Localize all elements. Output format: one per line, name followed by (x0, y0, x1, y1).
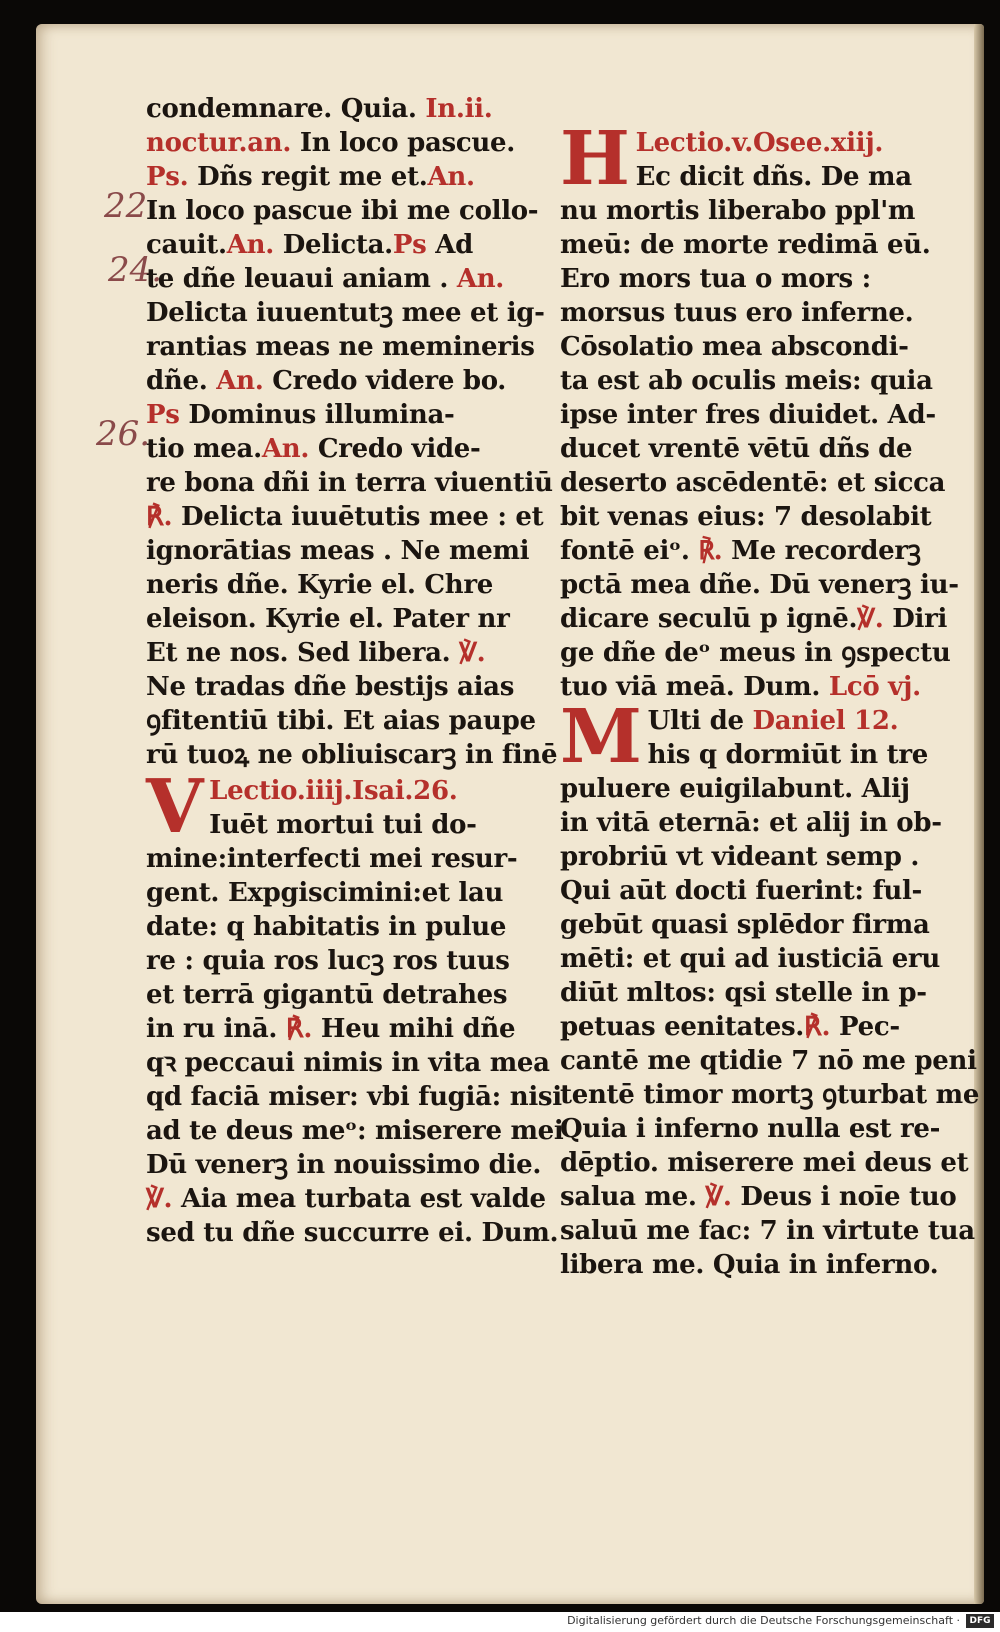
body-text: probriū vt videant semp . (560, 842, 920, 872)
text-line (560, 636, 960, 670)
body-text: ꝯfitentiū tibi. Et aias paupe (146, 706, 536, 736)
text-line (560, 1248, 960, 1282)
rubric-text: Daniel 12. (752, 706, 899, 736)
rubric-text: noctur.an. (146, 128, 292, 158)
text-line (146, 398, 551, 432)
body-text: ta est ab oculis meis: quia (560, 366, 933, 396)
text-line (560, 1010, 960, 1044)
rubric-text: ℟. (698, 536, 723, 566)
footer-bar (0, 1612, 1000, 1632)
text-line (560, 194, 960, 228)
text-line (560, 534, 960, 568)
text-line (146, 842, 551, 876)
body-text: his q dormiūt in tre (647, 740, 928, 770)
body-text: meū: de morte redimā eū. (560, 230, 931, 260)
text-line (146, 296, 551, 330)
text-line (560, 1180, 960, 1214)
drop-cap-v: V (146, 764, 204, 850)
text-line (146, 194, 551, 228)
body-text: re bona dñi in terra viuentiū (146, 468, 553, 498)
text-line (560, 364, 960, 398)
rubric-text: ℣. (459, 638, 486, 668)
text-line (560, 1044, 977, 1078)
text-line (560, 942, 960, 976)
text-line (146, 670, 551, 704)
text-line (560, 772, 960, 806)
body-text: mine:interfecti mei resur- (146, 844, 518, 874)
body-text: Qui aūt docti fuerint: ful- (560, 876, 923, 906)
page-edge (974, 24, 984, 1604)
rubric-text: An. (427, 162, 475, 192)
body-text: Et ne nos. Sed libera. (146, 638, 460, 668)
body-text: Delicta iuuentutꝫ mee et ig- (146, 298, 545, 328)
text-line (146, 602, 551, 636)
rubric-text: ℟. (285, 1014, 313, 1044)
body-text: Cōsolatio mea abscondi- (560, 332, 909, 362)
body-text: libera me. Quia in inferno. (560, 1250, 939, 1280)
text-line (560, 840, 960, 874)
body-text: Dū venerꝫ in nouissimo die. (146, 1150, 542, 1180)
body-text: fontē eiᵒ. (560, 536, 699, 566)
text-line (146, 568, 551, 602)
body-text: rū tuoꝝ ne obliuiscarꝫ in finē (146, 740, 558, 770)
body-text: In loco pascue. (291, 128, 515, 158)
body-text: Ec dicit dñs. De ma (635, 162, 912, 192)
body-text: eleison. Kyrie el. Pater nr (146, 604, 510, 634)
rubric-text: Ps (392, 230, 427, 260)
text-line (146, 466, 551, 500)
body-text: morsus tuus ero inferne. (560, 298, 914, 328)
text-line (146, 1080, 562, 1114)
body-text: In loco pascue ibi me collo- (146, 196, 539, 226)
rubric-text: Ps. (146, 162, 189, 192)
text-line (560, 262, 960, 296)
body-text: in ru inā. (146, 1014, 286, 1044)
drop-cap-m: M (560, 694, 642, 780)
text-line (146, 944, 551, 978)
body-text: Delicta iuuētutis mee : et (172, 502, 544, 532)
body-text: rantias meas ne memineris (146, 332, 535, 362)
lectio-v (560, 116, 960, 704)
text-line (146, 910, 551, 944)
body-text: Delicta. (273, 230, 393, 260)
body-text: Dñs regit me et. (188, 162, 428, 192)
right-text-block (560, 160, 960, 704)
text-line (560, 398, 960, 432)
text-line (146, 534, 551, 568)
body-text: te dñe leuaui aniam . (146, 264, 457, 294)
body-text: puluere euigilabunt. Alij (560, 774, 910, 804)
rubric-text: Lcō vj. (828, 672, 921, 702)
text-line (146, 1182, 551, 1216)
text-line (146, 228, 551, 262)
body-text: pctā mea dñe. Dū venerꝫ iu- (560, 570, 959, 600)
rubric-text: An. (261, 434, 310, 464)
body-text: qd faciā miser: vbi fugiā: nisi (146, 1082, 562, 1112)
body-text: qꝛ peccaui nimis in vita mea (146, 1048, 550, 1078)
text-line (146, 92, 551, 126)
text-line (146, 1216, 559, 1250)
body-text: salua me. (560, 1182, 706, 1212)
rubric-text: ℣. (146, 1184, 173, 1214)
text-line (560, 602, 960, 636)
body-text: ignorātias meas . Ne memi (146, 536, 530, 566)
body-text: Heu mihi dñe (312, 1014, 516, 1044)
left-text-block (146, 92, 558, 772)
body-text: Deus i noīe tuo (731, 1182, 957, 1212)
body-text: Dominus illumina- (179, 400, 455, 430)
rubric-text: An. (226, 230, 274, 260)
right-text-block-2 (560, 694, 980, 1282)
drop-cap-h: H (560, 116, 630, 202)
body-text: in vitā eternā: et alij in ob- (560, 808, 942, 838)
body-text: re : quia ros lucꝫ ros tuus (146, 946, 510, 976)
text-line (146, 704, 551, 738)
body-text: ge dñe deᵒ meus in ꝯspectu (560, 638, 951, 668)
body-text: Quia i inferno nulla est re- (560, 1114, 941, 1144)
text-line (560, 228, 960, 262)
rubric-text: Ps (146, 400, 180, 430)
body-text: neris dñe. Kyrie el. Chre (146, 570, 494, 600)
body-text: Diri (883, 604, 948, 634)
body-text: petuas eenitates. (560, 1012, 805, 1042)
margin-number-22: 22. (104, 186, 159, 226)
body-text: nu mortis liberabo ppl'm (560, 196, 916, 226)
rubric-text: An. (456, 264, 505, 294)
dfg-logo: DFG (966, 1614, 994, 1628)
rubric-text: In.ii. (425, 94, 493, 124)
text-line (146, 1114, 564, 1148)
body-text: gebūt quasi splēdor firma (560, 910, 930, 940)
body-text: Credo vide- (309, 434, 481, 464)
margin-number-26: 26. (96, 414, 151, 454)
text-line (146, 808, 551, 842)
text-line (146, 330, 551, 364)
text-line (560, 568, 960, 602)
body-text: et terrā gigantū detrahes (146, 980, 508, 1010)
text-line (146, 738, 558, 772)
text-line (146, 262, 551, 296)
body-text: date: q habitatis in pulue (146, 912, 507, 942)
body-text: Ad (426, 230, 474, 260)
text-line (146, 978, 551, 1012)
body-text: saluū me fac: 7 in virtute tua (560, 1216, 975, 1246)
lectio-heading: Lectio.v.Osee.xiij. (635, 128, 884, 158)
text-line (146, 876, 551, 910)
body-text: ipse inter fres diuidet. Ad- (560, 400, 936, 430)
body-text: sed tu dñe succurre ei. Dum. (146, 1218, 559, 1248)
body-text: gent. Expgiscimini:et lau (146, 878, 504, 908)
body-text: ad te deus meᵒ: miserere mei (146, 1116, 564, 1146)
rubric-text: ℟. (146, 502, 173, 532)
text-line (560, 670, 960, 704)
body-text: Me recorderꝫ (722, 536, 921, 566)
body-text: Credo videre bo. (263, 366, 507, 396)
body-text: Ne tradas dñe bestijs aias (146, 672, 515, 702)
body-text: Ulti de (647, 706, 753, 736)
body-text: tio mea. (146, 434, 262, 464)
text-line (146, 432, 551, 466)
text-line (560, 908, 960, 942)
body-text: deserto ascēdentē: et sicca (560, 468, 946, 498)
body-text: Iuēt mortui tui do- (209, 810, 477, 840)
body-text: dicare seculū p ignē. (560, 604, 858, 634)
text-line (146, 1046, 551, 1080)
text-line (560, 1146, 969, 1180)
text-line (146, 160, 551, 194)
lectio-heading: Lectio.iiij.Isai.26. (209, 776, 458, 806)
body-text: Aia mea turbata est valde (172, 1184, 546, 1214)
footer-credit: Digitalisierung gefördert durch die Deutsche Forschungsgemeinschaft · (567, 1614, 960, 1627)
body-text: cauit. (146, 230, 227, 260)
margin-number-24: 24. (108, 250, 163, 290)
lectio-vj (560, 694, 980, 1282)
body-text: bit venas eius: 7 desolabit (560, 502, 932, 532)
text-line (146, 500, 551, 534)
body-text: cantē me qtidie 7 nō me peni (560, 1046, 977, 1076)
text-line (560, 296, 960, 330)
text-line (146, 1148, 551, 1182)
right-column (560, 116, 980, 1282)
text-line (560, 806, 960, 840)
lectio-iiij (146, 764, 564, 1250)
body-text: Pec- (830, 1012, 900, 1042)
text-line (560, 466, 960, 500)
body-text: dñe. (146, 366, 217, 396)
text-line (560, 976, 960, 1010)
rubric-text: ℣. (705, 1182, 732, 1212)
body-text: Ero mors tua o mors : (560, 264, 871, 294)
body-text: mēti: et qui ad iusticiā eru (560, 944, 940, 974)
body-text: diūt mltos: qsi stelle in p- (560, 978, 927, 1008)
text-line (560, 874, 960, 908)
text-line (146, 364, 551, 398)
body-text: tuo viā meā. Dum. (560, 672, 829, 702)
text-line (560, 432, 960, 466)
left-column (146, 92, 564, 1250)
body-text: dēptio. miserere mei deus et (560, 1148, 969, 1178)
text-line (560, 1078, 980, 1112)
body-text: ducet vrentē vētū dñs de (560, 434, 913, 464)
text-line (146, 1012, 551, 1046)
text-line (560, 500, 960, 534)
left-text-block-2 (146, 808, 564, 1250)
rubric-text: ℟. (804, 1012, 831, 1042)
text-line (146, 636, 551, 670)
text-line (560, 1112, 960, 1146)
text-line (560, 330, 960, 364)
text-line (146, 126, 551, 160)
body-text: tentē timor mortꝫ ꝯturbat me (560, 1080, 980, 1110)
body-text: condemnare. Quia. (146, 94, 426, 124)
rubric-text: ℣. (857, 604, 884, 634)
rubric-text: An. (216, 366, 264, 396)
text-line (560, 1214, 975, 1248)
